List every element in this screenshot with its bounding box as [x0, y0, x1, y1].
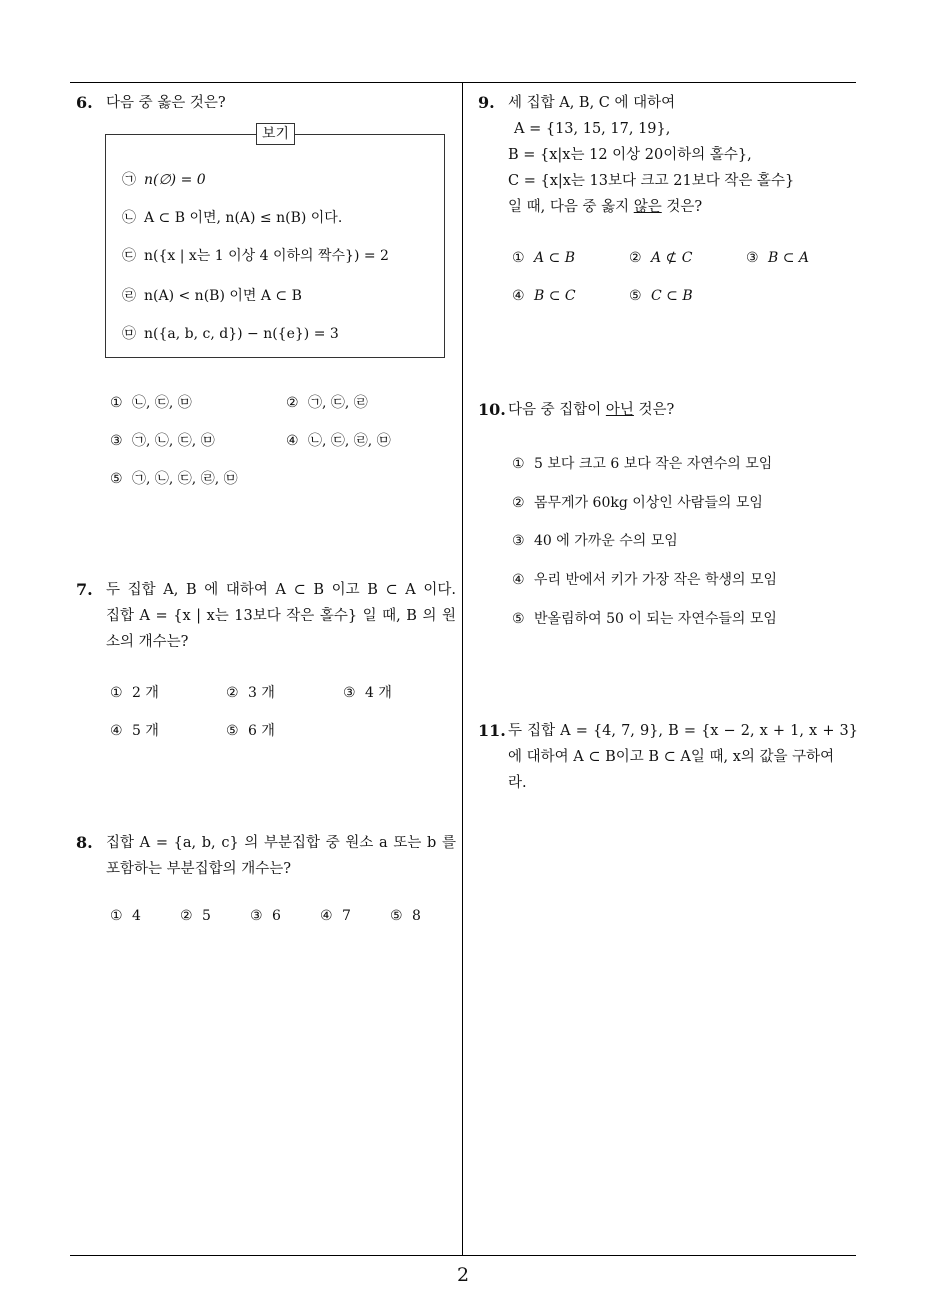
statement-mark: ㉡ — [122, 210, 136, 226]
choice-text: 2 개 — [132, 685, 159, 701]
choice-mark: ④ — [512, 288, 525, 304]
statement-text: n({x | x는 1 이상 4 이하의 짝수}) = 2 — [144, 248, 389, 264]
choice-mark: ③ — [110, 433, 123, 449]
choice-text: 5 — [202, 908, 211, 924]
question-number: 6. — [76, 93, 93, 112]
question-text-line: 소의 개수는? — [106, 634, 189, 650]
bogi-box — [105, 126, 445, 358]
choice-3[interactable] — [343, 682, 392, 702]
choice-mark: ① — [110, 908, 123, 924]
statement-item — [122, 169, 206, 189]
choice-text: A ⊄ C — [651, 250, 693, 266]
question-text: 다음 중 옳은 것은? — [106, 95, 226, 111]
choice-text: 몸무게가 60kg 이상인 사람들의 모임 — [534, 495, 763, 511]
choice-4[interactable] — [286, 430, 391, 450]
bogi-label: 보기 — [256, 123, 295, 145]
underlined-word: 않은 — [633, 199, 662, 215]
question-8 — [76, 830, 456, 882]
choice-mark: ② — [286, 395, 299, 411]
choice-text: ㉡, ㉢, ㉣, ㉤ — [308, 433, 391, 449]
choice-text: 5 보다 크고 6 보다 작은 자연수의 모임 — [534, 456, 773, 472]
choice-mark: ③ — [512, 533, 525, 549]
choice-text: ㉠, ㉡, ㉢, ㉤ — [132, 433, 215, 449]
statement-mark: ㉣ — [122, 288, 136, 304]
choice-5[interactable] — [226, 720, 275, 740]
question-number: 11. — [478, 721, 506, 740]
choice-1[interactable] — [110, 682, 159, 702]
choice-4[interactable] — [320, 908, 351, 924]
choice-5[interactable] — [110, 468, 238, 488]
choice-2[interactable] — [512, 492, 763, 512]
question-text-line: 집합 A = {a, b, c} 의 부분집합 중 원소 a 또는 b 를 — [106, 835, 456, 851]
question-text-part: 것은? — [661, 199, 703, 215]
choice-5[interactable] — [629, 288, 693, 304]
choice-mark: ① — [512, 456, 525, 472]
choice-text: 4 개 — [365, 685, 392, 701]
statement-mark: ㉠ — [122, 172, 136, 188]
underlined-word: 아닌 — [605, 402, 634, 418]
choice-text: 우리 반에서 키가 가장 작은 학생의 모임 — [534, 572, 778, 588]
choice-mark: ② — [226, 685, 239, 701]
choice-1[interactable] — [512, 453, 772, 473]
question-7 — [76, 577, 456, 655]
question-text-line: 라. — [508, 775, 527, 791]
statement-item — [122, 245, 389, 265]
choice-1[interactable] — [110, 392, 192, 412]
choice-text: C ⊂ B — [651, 288, 693, 304]
question-text-line: 에 대하여 A ⊂ B이고 B ⊂ A일 때, x의 값을 구하여 — [508, 749, 835, 765]
choice-mark: ④ — [512, 572, 525, 588]
choice-text: ㉠, ㉡, ㉢, ㉣, ㉤ — [132, 471, 238, 487]
choice-mark: ④ — [320, 908, 333, 924]
statement-text: n({a, b, c, d}) − n({e}) = 3 — [144, 326, 339, 342]
choice-mark: ① — [512, 250, 525, 266]
set-a-definition: A = {13, 15, 17, 19}, — [514, 121, 671, 137]
choice-2[interactable] — [286, 392, 368, 412]
top-rule — [70, 82, 856, 83]
question-text-part: 것은? — [633, 402, 675, 418]
bottom-rule — [70, 1255, 856, 1256]
question-number: 10. — [478, 400, 506, 419]
question-number: 8. — [76, 833, 93, 852]
question-text-line: 포함하는 부분집합의 개수는? — [106, 861, 292, 877]
choice-mark: ⑤ — [629, 288, 642, 304]
choice-text: ㉡, ㉢, ㉤ — [132, 395, 192, 411]
choice-mark: ① — [110, 395, 123, 411]
choice-mark: ③ — [343, 685, 356, 701]
page-number: 2 — [456, 1264, 470, 1286]
choice-3[interactable] — [746, 250, 809, 266]
choice-text: 3 개 — [248, 685, 275, 701]
choice-5[interactable] — [390, 908, 421, 924]
choice-text: 4 — [132, 908, 141, 924]
question-text-line — [508, 397, 858, 423]
question-number: 7. — [76, 580, 93, 599]
choice-4[interactable] — [512, 288, 576, 304]
choice-1[interactable] — [110, 908, 141, 924]
choice-mark: ④ — [110, 723, 123, 739]
choice-text: 40 에 가까운 수의 모임 — [534, 533, 678, 549]
choice-mark: ① — [110, 685, 123, 701]
statement-mark: ㉤ — [122, 326, 136, 342]
choice-3[interactable] — [250, 908, 281, 924]
choice-text: ㉠, ㉢, ㉣ — [308, 395, 368, 411]
choice-3[interactable] — [110, 430, 215, 450]
choice-3[interactable] — [512, 530, 678, 550]
set-c-definition: C = {x|x는 13보다 크고 21보다 작은 홀수} — [508, 173, 795, 189]
question-text-line: 집합 A = {x | x는 13보다 작은 홀수} 일 때, B 의 원 — [106, 608, 456, 624]
choice-mark: ② — [629, 250, 642, 266]
choice-text: 6 개 — [248, 723, 275, 739]
choice-1[interactable] — [512, 250, 575, 266]
choice-mark: ② — [512, 495, 525, 511]
choice-mark: ⑤ — [110, 471, 123, 487]
choice-text: 5 개 — [132, 723, 159, 739]
question-number: 9. — [478, 93, 495, 112]
column-divider — [462, 82, 463, 1256]
question-6 — [76, 90, 456, 116]
statement-item — [122, 323, 339, 343]
choice-mark: ④ — [286, 433, 299, 449]
choice-text: A ⊂ B — [534, 250, 576, 266]
choice-mark: ③ — [746, 250, 759, 266]
choice-mark: ⑤ — [512, 611, 525, 627]
choice-text: 6 — [272, 908, 281, 924]
statement-mark: ㉢ — [122, 248, 136, 264]
choice-text: B ⊂ C — [534, 288, 576, 304]
question-text-line: 두 집합 A = {4, 7, 9}, B = {x − 2, x + 1, x + 3} — [508, 723, 858, 739]
question-text-part: 일 때, 다음 중 옳지 — [508, 199, 634, 215]
question-text-part: 다음 중 집합이 — [508, 402, 606, 418]
choice-4[interactable] — [110, 720, 159, 740]
choice-text: 반올림하여 50 이 되는 자연수들의 모임 — [534, 611, 777, 627]
choice-mark: ② — [180, 908, 193, 924]
choice-5[interactable] — [512, 608, 777, 628]
choice-2[interactable] — [629, 250, 692, 266]
question-text-line: 세 집합 A, B, C 에 대하여 — [508, 95, 676, 111]
choice-4[interactable] — [512, 569, 777, 589]
statement-text: n(A) < n(B) 이면 A ⊂ B — [144, 288, 302, 304]
statement-item — [122, 285, 302, 305]
choice-2[interactable] — [180, 908, 211, 924]
choice-2[interactable] — [226, 682, 275, 702]
choice-text: 8 — [412, 908, 421, 924]
choice-mark: ⑤ — [390, 908, 403, 924]
choice-text: 7 — [342, 908, 351, 924]
statement-text: n(∅) = 0 — [144, 172, 206, 188]
choice-mark: ③ — [250, 908, 263, 924]
question-text-line — [508, 194, 858, 220]
question-text-line: 두 집합 A, B 에 대하여 A ⊂ B 이고 B ⊂ A 이다. — [106, 582, 456, 598]
question-9 — [478, 90, 858, 220]
statement-item — [122, 207, 342, 227]
statement-text: A ⊂ B 이면, n(A) ≤ n(B) 이다. — [144, 210, 343, 226]
choice-mark: ⑤ — [226, 723, 239, 739]
question-10 — [478, 397, 858, 423]
set-b-definition: B = {x|x는 12 이상 20이하의 홀수}, — [508, 147, 752, 163]
choice-text: B ⊂ A — [768, 250, 810, 266]
question-11 — [478, 718, 858, 796]
